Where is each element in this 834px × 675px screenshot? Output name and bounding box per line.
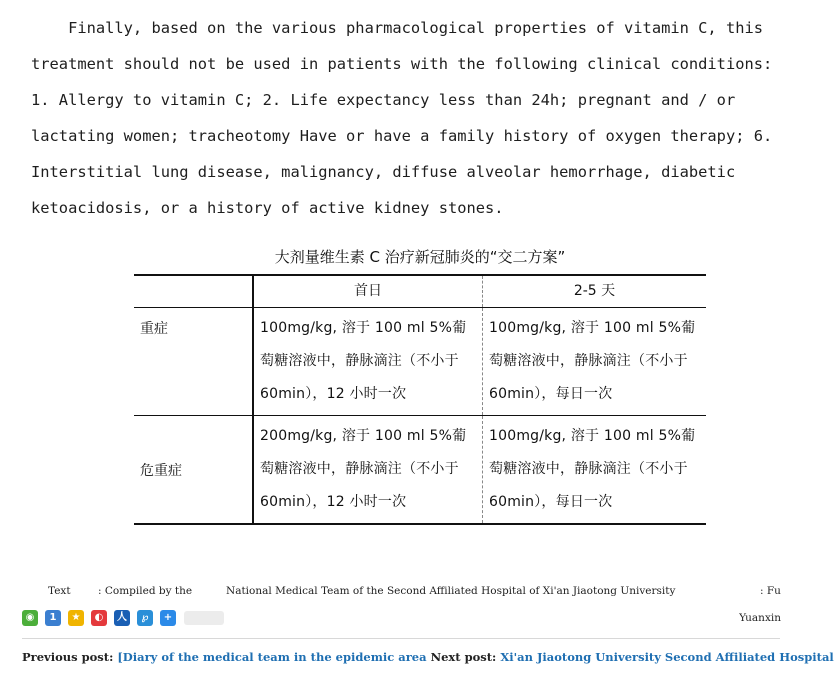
dosage-table-figure (134, 240, 706, 525)
credit-label: Text (48, 585, 71, 597)
wechat-icon[interactable]: ◉ (22, 610, 38, 626)
table-header-day2-5: 2-5 天 (483, 275, 707, 308)
table-header-day1: 首日 (253, 275, 483, 308)
article-line: ketoacidosis, or a history of active kidney stones. (31, 199, 504, 217)
table-header-row (134, 275, 706, 308)
table-cell-day1: 100mg/kg, 溶于 100 ml 5%葡萄糖溶液中，静脉滴注（不小于 60min），12 小时一次 (253, 308, 483, 416)
qzone-icon[interactable]: 1 (45, 610, 61, 626)
table-caption: 大剂量维生素 C 治疗新冠肺炎的“交二方案” (274, 248, 566, 266)
article-paragraph (31, 10, 791, 226)
credit-compiled: : Compiled by the (98, 585, 193, 597)
table-header-corner (134, 275, 253, 308)
table-cell-day1: 200mg/kg, 溶于 100 ml 5%葡萄糖溶液中，静脉滴注（不小于 60min），12 小时一次 (253, 416, 483, 525)
divider (22, 638, 780, 639)
table-row (134, 416, 706, 525)
article-line: Finally, based on the various pharmacological properties of vitamin C, this (31, 19, 764, 37)
previous-post-label: Previous post: (22, 650, 114, 664)
article-line: Interstitial lung disease, malignancy, diffuse alveolar hemorrhage, diabetic (31, 163, 736, 181)
credit-team: National Medical Team of the Second Affiliated Hospital of Xi'an Jiaotong University (226, 585, 676, 597)
table-row (134, 308, 706, 416)
table-row-label: 重症 (134, 308, 253, 416)
renren-icon[interactable]: 人 (114, 610, 130, 626)
star-icon[interactable]: ★ (68, 610, 84, 626)
dosage-table (134, 274, 706, 525)
article-line: 1. Allergy to vitamin C; 2. Life expectancy less than 24h; pregnant and / or (31, 91, 736, 109)
share-count (184, 611, 224, 625)
post-navigation (22, 650, 834, 664)
weibo-icon[interactable]: ◐ (91, 610, 107, 626)
more-icon[interactable]: + (160, 610, 176, 626)
credit-author: : Fu (760, 585, 781, 597)
next-post-label: Next post: (430, 650, 497, 664)
credit-author-name: Yuanxin (739, 612, 781, 624)
table-row-label: 危重症 (134, 416, 253, 525)
next-post-link[interactable]: Xi'an Jiaotong University Second Affiliated Hospital (500, 650, 834, 664)
tencent-icon[interactable]: ℘ (137, 610, 153, 626)
table-cell-day2-5: 100mg/kg, 溶于 100 ml 5%葡萄糖溶液中，静脉滴注（不小于 60min），每日一次 (483, 308, 707, 416)
previous-post-link[interactable]: [Diary of the medical team in the epidemic area (117, 650, 427, 664)
article-line: lactating women; tracheotomy Have or have a family history of oxygen therapy; 6. (31, 127, 773, 145)
table-cell-day2-5: 100mg/kg, 溶于 100 ml 5%葡萄糖溶液中，静脉滴注（不小于 60min），每日一次 (483, 416, 707, 525)
article-line: treatment should not be used in patients with the following clinical conditions: (31, 55, 773, 73)
